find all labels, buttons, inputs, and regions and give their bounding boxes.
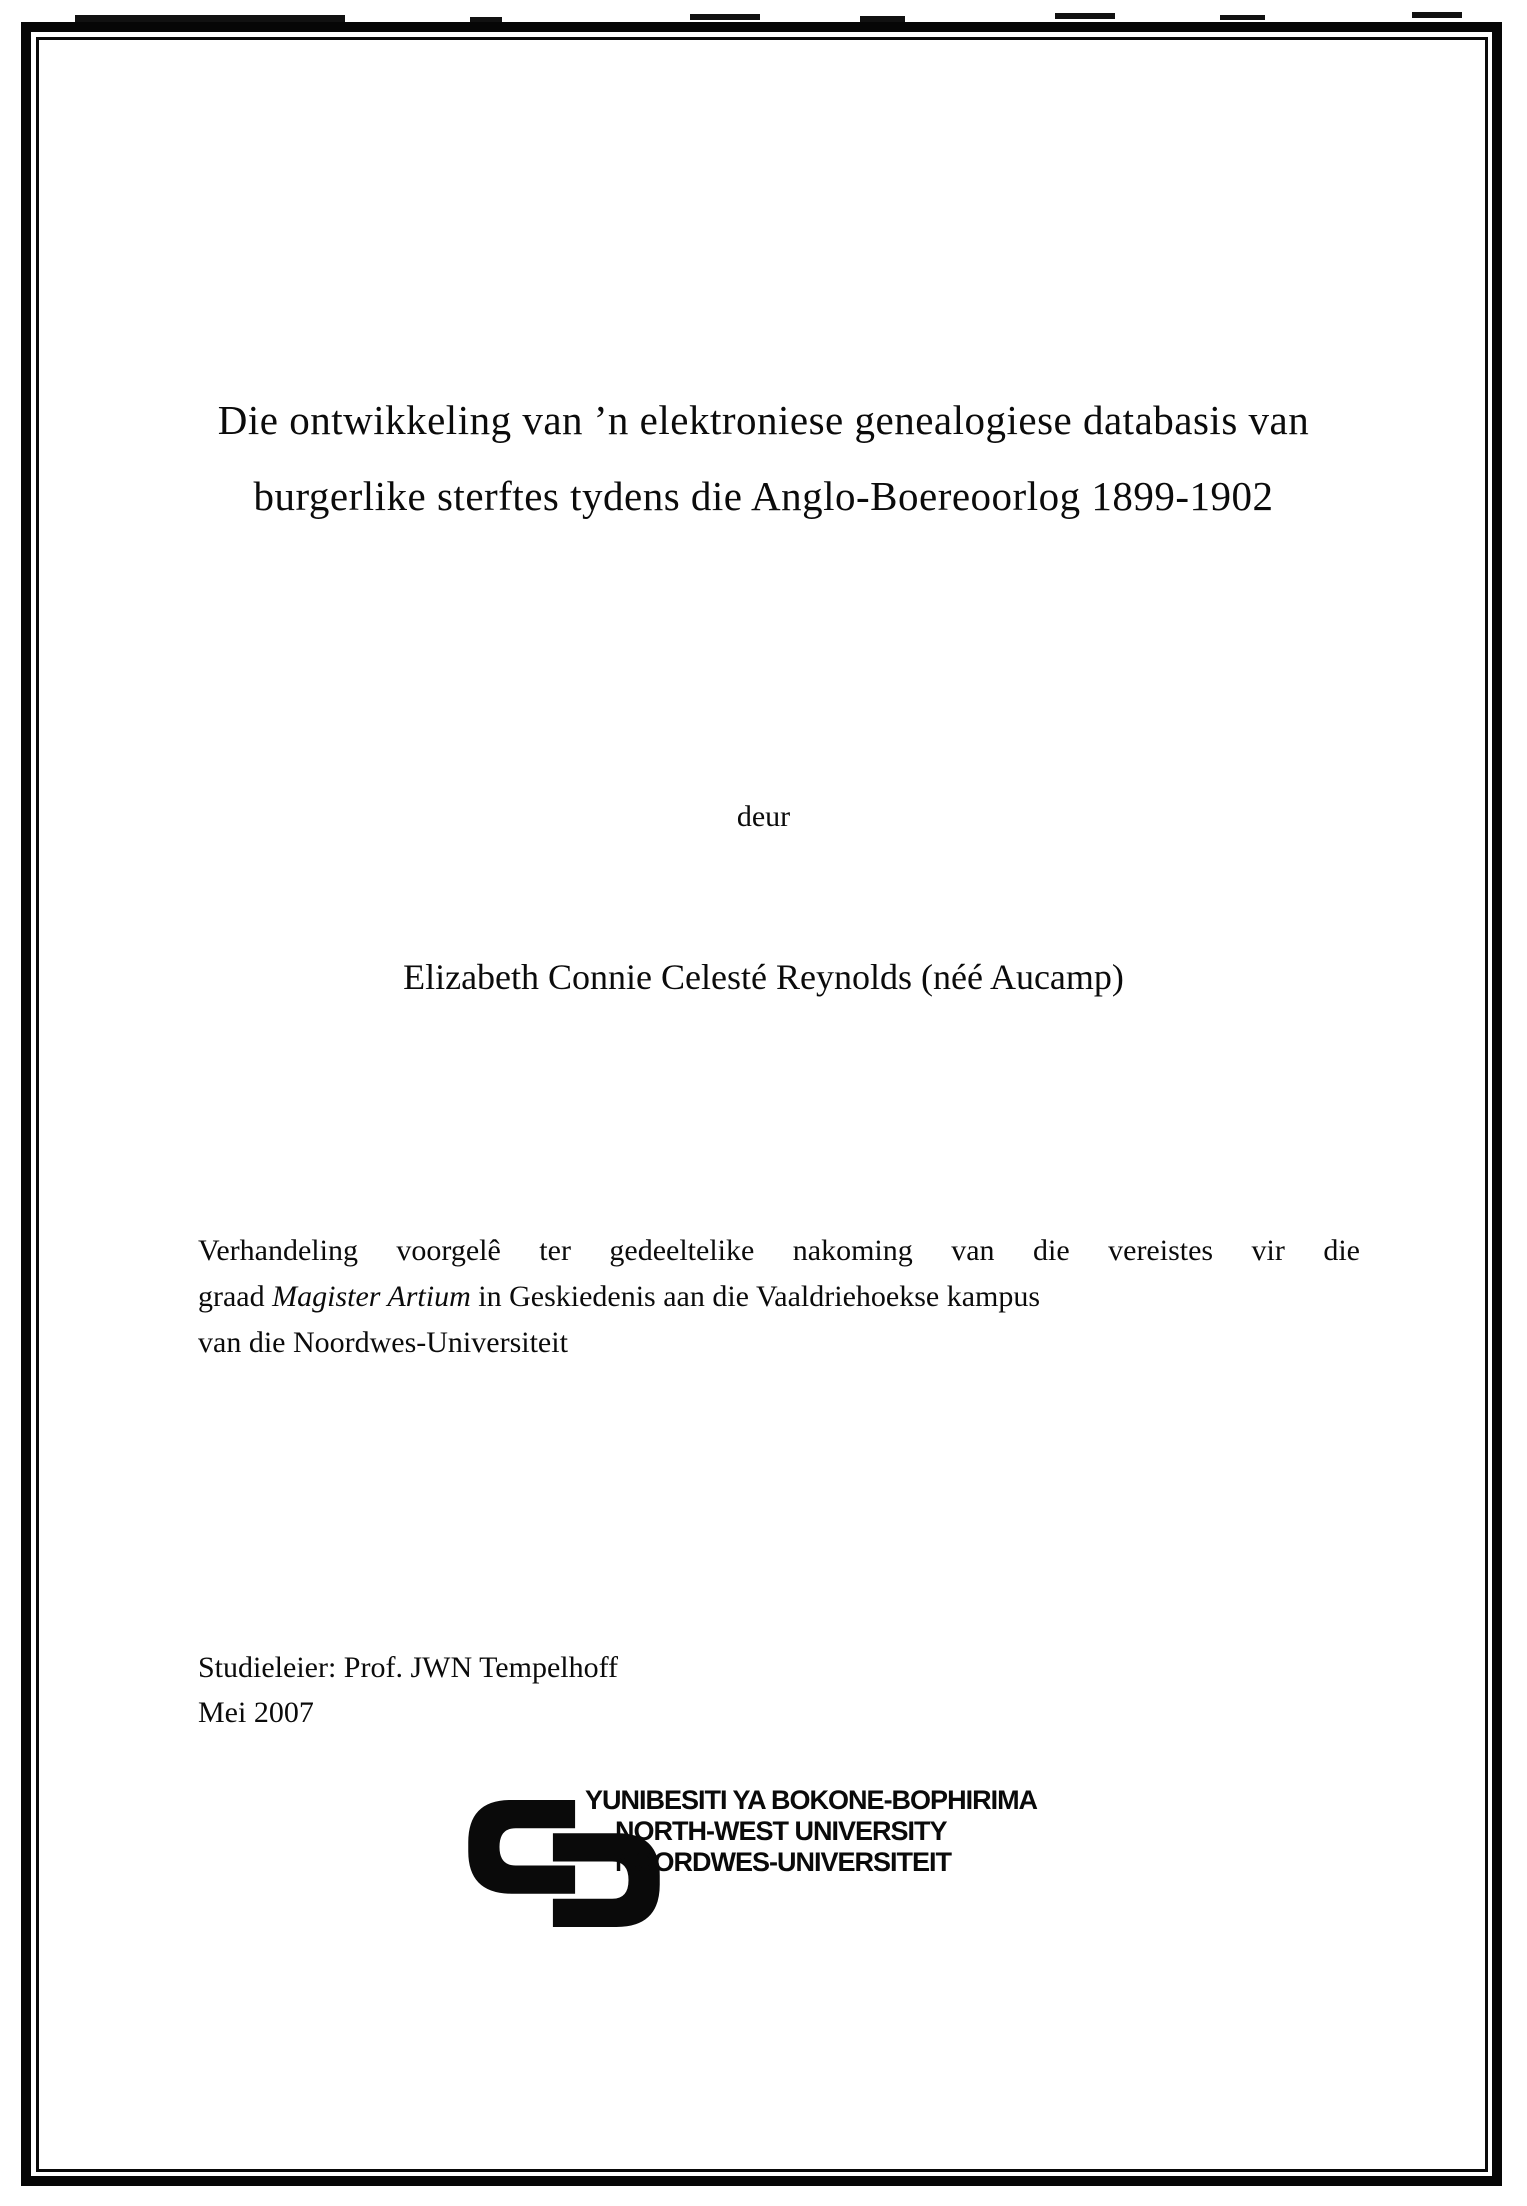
university-name-block — [585, 1785, 1037, 1878]
degree-statement-line-3: van die Noordwes-Universiteit — [198, 1326, 568, 1359]
thesis-title-line-1: Die ontwikkeling van ’n elektroniese genealogiese databasis van — [217, 397, 1310, 443]
thesis-title — [130, 382, 1397, 534]
degree-line-2-prefix: graad — [198, 1280, 273, 1313]
degree-statement — [198, 1228, 1360, 1366]
supervisor-line: Studieleier: Prof. JWN Tempelhoff — [198, 1651, 619, 1684]
scan-artifact — [1220, 15, 1265, 20]
scan-artifact — [690, 14, 760, 20]
degree-line-2-suffix: in Geskiedenis aan die Vaaldriehoekse kampus — [470, 1280, 1041, 1313]
date-line: Mei 2007 — [198, 1696, 314, 1729]
degree-name-italic: Magister Artium — [272, 1280, 471, 1313]
scan-artifact — [1412, 12, 1462, 18]
thesis-title-line-2: burgerlike sterftes tydens die Anglo-Boereoorlog 1899-1902 — [253, 473, 1274, 519]
author-name: Elizabeth Connie Celesté Reynolds (néé Aucamp) — [403, 957, 1124, 997]
degree-statement-line-1: Verhandeling voorgelê ter gedeeltelike nakoming van die vereistes vir die — [198, 1234, 1360, 1267]
university-name-afrikaans: NOORDWES-UNIVERSITEIT — [615, 1847, 952, 1877]
byline-preposition: deur — [736, 800, 791, 833]
university-name-setswana: YUNIBESITI YA BOKONE-BOPHIRIMA — [585, 1785, 1038, 1815]
scan-artifact — [1055, 13, 1115, 19]
degree-statement-line-2 — [198, 1274, 1360, 1320]
university-name-english: NORTH-WEST UNIVERSITY — [615, 1816, 947, 1846]
supervisor-block — [198, 1645, 618, 1735]
